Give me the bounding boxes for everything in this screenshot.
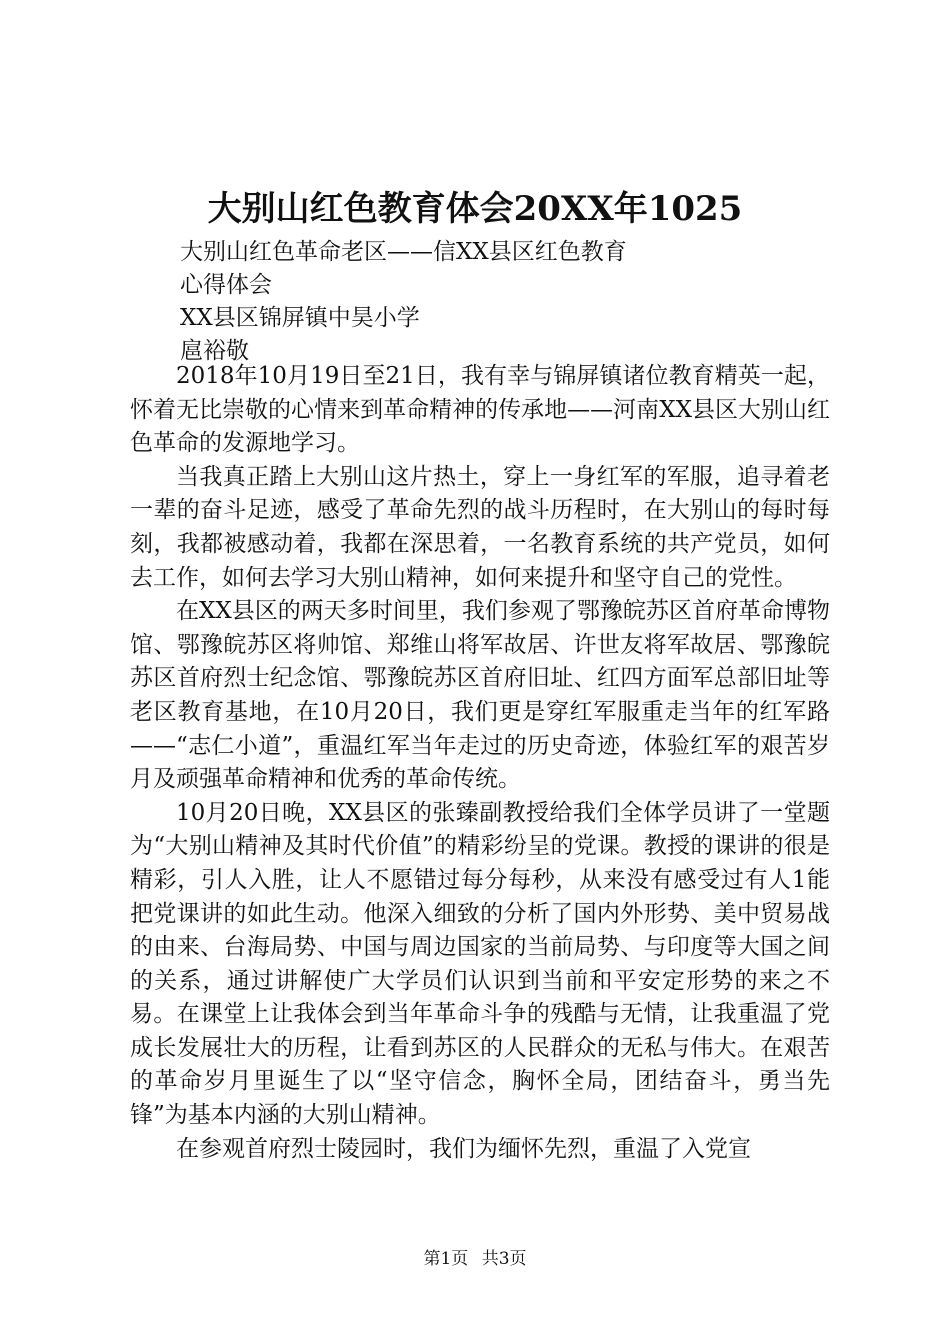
paragraph-2: 当我真正踏上大别山这片热土，穿上一身红军的军服，追寻着老一辈的奋斗足迹，感受了革命先烈的战斗历程时，在大别山的每时每刻，我都被感动着，我都在深思着，一名教育系统的共产党员，如何去工作，如何去学习大别山精神，如何来提升和坚守自己的党性。 — [130, 463, 830, 591]
document-body — [130, 360, 830, 1166]
subtitle-line-2: 心得体会 — [180, 272, 272, 298]
document-meta — [180, 236, 840, 368]
paragraph-3: 在XX县区的两天多时间里，我们参观了鄂豫皖苏区首府革命博物馆、鄂豫皖苏区将帅馆、郑维山将军故居、许世友将军故居、鄂豫皖苏区首府烈士纪念馆、鄂豫皖苏区首府旧址、红四方面军总部旧址等老区教育基地，在10月20日，我们更是穿红军服重走当年的红军路——“志仁小道”，重温红军当年走过的历史奇迹，体验红军的艰苦岁月及顽强革命精神和优秀的革命传统。 — [130, 598, 830, 793]
page-total: 共3页 — [481, 1249, 527, 1269]
page-footer — [0, 1247, 950, 1271]
paragraph-1: 2018年10月19日至21日，我有幸与锦屏镇诸位教育精英一起，怀着无比崇敬的心情来到革命精神的传承地——河南XX县区大别山红色革命的发源地学习。 — [130, 363, 830, 457]
author-name: 扈裕敬 — [180, 338, 249, 364]
subtitle-line-1: 大别山红色革命老区——信XX县区红色教育 — [180, 239, 627, 265]
school-name: XX县区锦屏镇中昊小学 — [180, 305, 420, 331]
paragraph-5: 在参观首府烈士陵园时，我们为缅怀先烈，重温了入党宣 — [176, 1135, 751, 1162]
page-number: 第1页 — [423, 1249, 469, 1269]
paragraph-4: 10月20日晚，XX县区的张臻副教授给我们全体学员讲了一堂题为“大别山精神及其时代价值”的精彩纷呈的党课。教授的课讲的很是精彩，引人入胜，让人不愿错过每分每秒，从来没有感受过有人1能把党课讲的如此生动。他深入细致的分析了国内外形势、美中贸易战的由来、台海局势、中国与周边国家的当前局势、与印度等大国之间的关系，通过讲解使广大学员们认识到当前和平安定形势的来之不易。在课堂上让我体会到当年革命斗争的残酷与无情，让我重温了党成长发展壮大的历程，让看到苏区的人民群众的无私与伟大。在艰苦的革命岁月里诞生了以“坚守信念，胸怀全局，团结奋斗，勇当先锋”为基本内涵的大别山精神。 — [130, 799, 830, 1129]
document-title: 大别山红色教育体会20XX年1025 — [207, 189, 743, 229]
